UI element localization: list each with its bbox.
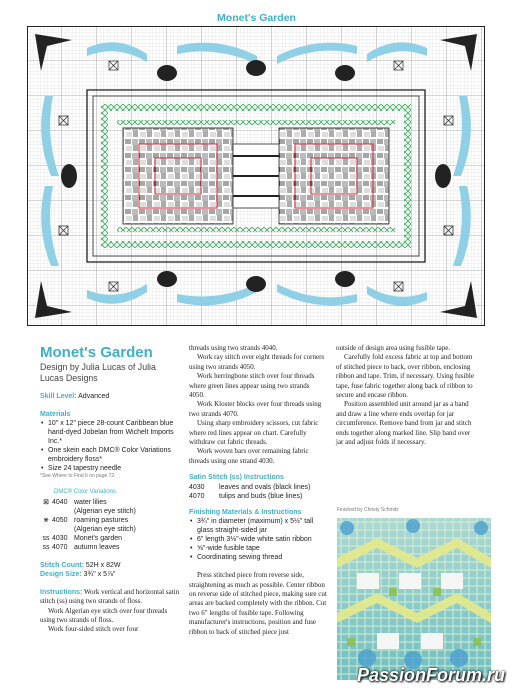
color-key [40,498,136,552]
materials-list [40,419,180,473]
skill-level [40,392,180,401]
finishing-list [189,517,327,562]
instructions-paragraph: Work ray stitch over eight threads for corners using two strands 4050. [189,353,325,371]
water-lilies-symbol-icon: ⊠ [43,498,49,506]
instructions-paragraph: Work four-sided stitch over four [48,625,139,634]
satin-table [189,483,310,501]
finished-by-credit: Finished by Christy Schmitz [337,507,399,513]
instructions-paragraph: Work Algerian eye stitch over four threads using two strands of floss. [40,606,168,625]
roaming-pastures-symbol-icon: ⋇ [43,516,49,524]
design-size: Design Size: 3¾" x 5⅞" [40,570,116,578]
key-row: ss 4030 Monet's garden [42,534,123,542]
column-3 [336,344,476,447]
column-2 [189,344,327,637]
pattern-title: Monet's Garden [40,344,153,361]
finishing-item: • 3¾" in diameter (maximum) x 5½" tall glass straight-sided jar [197,517,327,535]
finishing-paragraph: Position assembled unit around jar as a band and draw a line where ends overlap for jar circumference. Remove band from jar and stitch ends together along marked line. Slip band over jar and adjust folds if necessary. [336,400,472,447]
finishing-item: • Coordinating sewing thread [197,553,327,562]
stitch-chart [27,26,485,326]
finishing-item: • 6" length 3⅛"-wide white satin ribbon [197,535,327,544]
instructions-intro: Instructions: Work vertical and horizontal satin stitch (ss) using two strands of floss. [40,587,180,606]
materials-note: *See Where to Find It on page 72. [40,473,116,480]
watermark: PassionForum.ru [356,665,505,685]
chart-title: Monet's Garden [217,12,296,24]
satin-row: 4030 leaves and ovals (black lines) [189,483,311,491]
satin-heading: Satin Stitch (ss) Instructions [189,474,284,482]
instructions-paragraph: Work Kloster blocks over four threads using two strands 4070. [189,400,322,418]
stitch-count: Stitch Count: 52H x 82W [40,561,121,569]
finishing-heading: Finishing Materials & Instructions [189,508,302,516]
key-row: ⋇ 4050 roaming pastures (Algerian eye stitch) [40,516,136,534]
materials-item: • One skein each DMC® Color Variations embroidery floss* [48,446,180,464]
byline: Design by Julia Lucas of Julia Lucas Designs [40,362,156,383]
instructions-paragraph: Using sharp embroidery scissors, cut fabric where red lines appear on chart. Carefully withdraw cut fabric threads. [189,419,319,447]
finishing-paragraph: Press stitched piece from reverse side, straightening as much as possible. Center ribbon on reverse side of stitched piece, making sure cut areas are backed completely with the ribbon. Cut two 6" lengths of fusible tape. Following manufacturer's instructions, position and fuse ribbon to back of stitched piece just [189,571,327,636]
finishing-paragraph: Carefully fold excess fabric at top and bottom of stitched piece to back, over ribbon, enclosing ribbon and tape. Trim, if necessary. Using fusible tape, fuse fabric together along back of ribbon to secure and encase ribbon. [336,353,474,400]
materials-item: • 10" x 12" piece 28-count Caribbean blue hand-dyed Jobelan from Wichelt Imports Inc.* [48,419,180,446]
key-heading: DMC® Color Variations [54,489,116,496]
finished-jar-photo [337,518,491,680]
column-1 [40,344,180,635]
skill-value: Advanced [78,393,110,400]
instructions-paragraph: threads using two strands 4040. [189,344,278,352]
photo-image [337,518,491,680]
key-row: ss 4070 autumn leaves [42,543,120,551]
instructions-paragraph: Work herringbone stitch over four threads where green lines appear using two strands 4050. [189,372,315,400]
satin-row: 4070 tulips and buds (blue lines) [189,492,303,500]
finishing-item: • ⅝"-wide fusible tape [197,544,327,553]
key-row: ⊠ 4040 water lilies (Algerian eye stitch) [40,498,136,516]
finishing-paragraph: outside of design area using fusible tape. [336,344,451,352]
materials-heading: Materials [40,411,71,418]
skill-label: Skill Level: [40,393,77,400]
instructions-paragraph: Work woven bars over remaining fabric threads using one strand 4030. [189,447,309,465]
materials-item: • Size 24 tapestry needle [48,464,180,473]
